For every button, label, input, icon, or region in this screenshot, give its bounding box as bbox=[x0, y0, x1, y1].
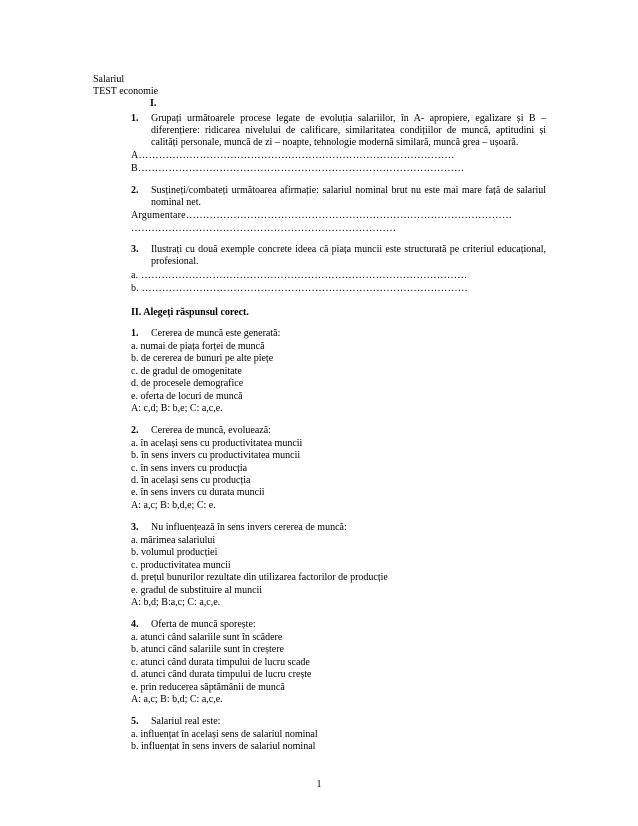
option: d. prețul bunurilor rezultate din utilizarea factorilor de producție bbox=[131, 572, 388, 583]
section-2-heading: II. Alegeți răspunsul corect. bbox=[131, 307, 249, 318]
option: c. atunci când durata timpului de lucru scade bbox=[131, 657, 310, 668]
option: c. productivitatea muncii bbox=[131, 560, 231, 571]
answer-choices: A: a,c; B: b,d,e; C: e. bbox=[131, 500, 216, 511]
question-number: 1. bbox=[131, 328, 139, 339]
question-number: 4. bbox=[131, 619, 139, 630]
option: b. influențat în sens invers de salariul nominal bbox=[131, 741, 316, 752]
answer-choices: A: c,d; B: b,e; C: a,c,e. bbox=[131, 403, 223, 414]
option: b. volumul producției bbox=[131, 547, 218, 558]
option: a. influențat în același sens de salariul nominal bbox=[131, 729, 318, 740]
answer-line-b: b. …………………………………………………………………………………… bbox=[131, 283, 468, 294]
option: e. oferta de locuri de muncă bbox=[131, 391, 243, 402]
argument-line-1: Argumentare…………………………………………………………………………………… bbox=[131, 210, 513, 221]
option: a. în același sens cu productivitatea muncii bbox=[131, 438, 303, 449]
option: d. de procesele demografice bbox=[131, 378, 244, 389]
argument-line-2: …………………………………………………………………… bbox=[131, 223, 397, 234]
option: d. în același sens cu producția bbox=[131, 475, 251, 486]
option: a. numai de piața forței de muncă bbox=[131, 341, 265, 352]
answer-choices: A: b,d; B:a,c; C: a,c,e. bbox=[131, 597, 221, 608]
question-stem: Cererea de muncă, evoluează: bbox=[151, 425, 271, 436]
option: d. atunci când durata timpului de lucru crește bbox=[131, 669, 312, 680]
document-subtitle: TEST economie bbox=[93, 86, 159, 97]
question-number: 5. bbox=[131, 716, 139, 727]
question-text: Susțineți/combateți următoarea afirmație: salariul nominal brut nu este mai mare față de salariul nominal net. bbox=[151, 185, 546, 208]
question-text: Ilustrați cu două exemple concrete ideea că piața muncii este structurată pe criteriul educațional, profesional. bbox=[151, 244, 546, 267]
question-stem: Oferta de muncă sporește: bbox=[151, 619, 256, 630]
answer-line-a: a. …………………………………………………………………………………… bbox=[131, 270, 468, 281]
section-1-heading: I. bbox=[150, 98, 157, 109]
option: e. în sens invers cu durata muncii bbox=[131, 487, 265, 498]
option: a. atunci când salariile sunt în scădere bbox=[131, 632, 283, 643]
question-stem: Cererea de muncă este generată: bbox=[151, 328, 281, 339]
question-stem: Nu influențează în sens invers cererea de muncă: bbox=[151, 522, 347, 533]
option: b. în sens invers cu productivitatea muncii bbox=[131, 450, 301, 461]
question-number: 3. bbox=[131, 244, 139, 255]
option: e. prin reducerea săptămânii de muncă bbox=[131, 682, 285, 693]
question-number: 2. bbox=[131, 185, 139, 196]
answer-line-a: A………………………………………………………………………………… bbox=[131, 150, 455, 161]
option: e. gradul de substituire al muncii bbox=[131, 585, 263, 596]
option: c. de gradul de omogenitate bbox=[131, 366, 242, 377]
option: a. mărimea salariului bbox=[131, 535, 216, 546]
option: b. atunci când salariile sunt în creștere bbox=[131, 644, 284, 655]
question-stem: Salariul real este: bbox=[151, 716, 221, 727]
document-title: Salariul bbox=[93, 74, 125, 85]
option: b. de cererea de bunuri pe alte piețe bbox=[131, 353, 274, 364]
answer-choices: A: a,c; B: b,d; C: a,c,e. bbox=[131, 694, 223, 705]
page-number: 1 bbox=[316, 779, 322, 790]
question-number: 1. bbox=[131, 113, 139, 124]
answer-line-b: B…………………………………………………………………………………… bbox=[131, 163, 465, 174]
question-number: 3. bbox=[131, 522, 139, 533]
option: c. în sens invers cu producția bbox=[131, 463, 248, 474]
question-number: 2. bbox=[131, 425, 139, 436]
question-text: Grupați următoarele procese legate de evoluția salariilor, în A- apropiere, egalizare și B – diferențiere: ridicarea nivelului de calificare, similaritatea condițiilor de muncă, aptitudini și calități personale, muncă de zi – noapte, tehnologie modernă similară, muncă grea – ușoară. bbox=[151, 113, 546, 148]
